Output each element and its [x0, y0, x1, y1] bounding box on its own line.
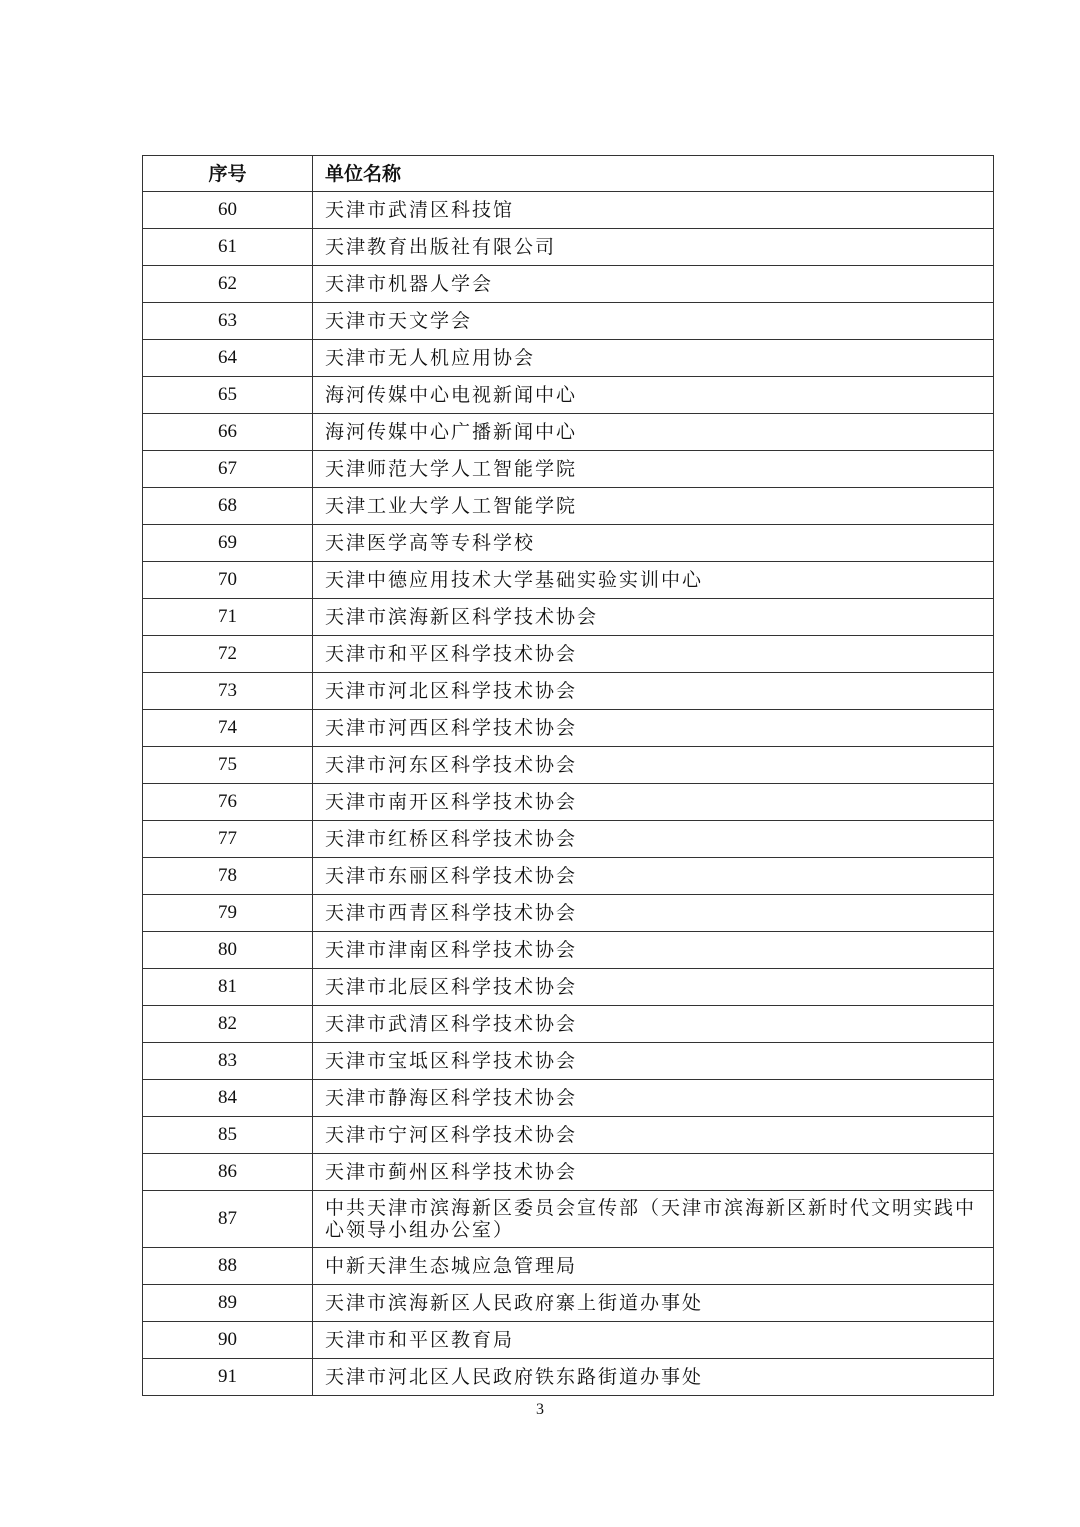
row-serial-number: 82: [143, 1006, 313, 1043]
table-row: [143, 1248, 994, 1285]
row-unit-name: 天津医学高等专科学校: [313, 525, 994, 562]
row-unit-name: 天津市滨海新区人民政府寨上街道办事处: [313, 1285, 994, 1322]
table-row: [143, 895, 994, 932]
table-row: [143, 1080, 994, 1117]
table-header-row: [143, 156, 994, 192]
table-row: [143, 599, 994, 636]
row-unit-name: 天津市蓟州区科学技术协会: [313, 1154, 994, 1191]
row-serial-number: 77: [143, 821, 313, 858]
row-serial-number: 61: [143, 229, 313, 266]
table-row: [143, 1322, 994, 1359]
table-row: [143, 1043, 994, 1080]
row-unit-name: 天津市河东区科学技术协会: [313, 747, 994, 784]
row-serial-number: 83: [143, 1043, 313, 1080]
row-serial-number: 64: [143, 340, 313, 377]
table-row: [143, 377, 994, 414]
row-unit-name: 天津市南开区科学技术协会: [313, 784, 994, 821]
row-serial-number: 91: [143, 1359, 313, 1396]
table-row: [143, 1285, 994, 1322]
row-unit-name: 天津市津南区科学技术协会: [313, 932, 994, 969]
row-unit-name: 天津市宁河区科学技术协会: [313, 1117, 994, 1154]
header-unit-name: 单位名称: [313, 156, 994, 192]
row-serial-number: 78: [143, 858, 313, 895]
row-unit-name: 中共天津市滨海新区委员会宣传部（天津市滨海新区新时代文明实践中心领导小组办公室）: [313, 1191, 994, 1248]
table-row: [143, 1006, 994, 1043]
row-serial-number: 89: [143, 1285, 313, 1322]
table-row: [143, 932, 994, 969]
row-serial-number: 80: [143, 932, 313, 969]
row-unit-name: 天津市河西区科学技术协会: [313, 710, 994, 747]
table-row: [143, 636, 994, 673]
row-serial-number: 76: [143, 784, 313, 821]
row-unit-name: 天津市河北区科学技术协会: [313, 673, 994, 710]
row-unit-name: 天津市宝坻区科学技术协会: [313, 1043, 994, 1080]
row-unit-name: 天津市红桥区科学技术协会: [313, 821, 994, 858]
row-unit-name: 天津市静海区科学技术协会: [313, 1080, 994, 1117]
row-unit-name: 天津工业大学人工智能学院: [313, 488, 994, 525]
row-serial-number: 67: [143, 451, 313, 488]
row-serial-number: 60: [143, 192, 313, 229]
table-row: [143, 969, 994, 1006]
row-serial-number: 70: [143, 562, 313, 599]
unit-list-table: [142, 155, 994, 1396]
row-unit-name: 中新天津生态城应急管理局: [313, 1248, 994, 1285]
row-serial-number: 81: [143, 969, 313, 1006]
row-serial-number: 73: [143, 673, 313, 710]
row-serial-number: 87: [143, 1191, 313, 1248]
table-row: [143, 747, 994, 784]
table-row: [143, 673, 994, 710]
row-unit-name: 海河传媒中心广播新闻中心: [313, 414, 994, 451]
table-row: [143, 192, 994, 229]
row-serial-number: 86: [143, 1154, 313, 1191]
row-serial-number: 84: [143, 1080, 313, 1117]
row-unit-name: 天津市武清区科学技术协会: [313, 1006, 994, 1043]
table-row: [143, 562, 994, 599]
table-row: [143, 821, 994, 858]
table-row: [143, 858, 994, 895]
row-unit-name: 天津市滨海新区科学技术协会: [313, 599, 994, 636]
row-unit-name: 天津市北辰区科学技术协会: [313, 969, 994, 1006]
row-serial-number: 71: [143, 599, 313, 636]
table-row: [143, 340, 994, 377]
table-row: [143, 525, 994, 562]
row-unit-name: 天津市天文学会: [313, 303, 994, 340]
table-row: [143, 1117, 994, 1154]
row-unit-name: 天津市和平区科学技术协会: [313, 636, 994, 673]
row-unit-name: 海河传媒中心电视新闻中心: [313, 377, 994, 414]
row-serial-number: 79: [143, 895, 313, 932]
row-serial-number: 63: [143, 303, 313, 340]
table-row: [143, 488, 994, 525]
table-row: [143, 1154, 994, 1191]
row-serial-number: 69: [143, 525, 313, 562]
row-unit-name: 天津市武清区科技馆: [313, 192, 994, 229]
row-unit-name: 天津中德应用技术大学基础实验实训中心: [313, 562, 994, 599]
row-serial-number: 68: [143, 488, 313, 525]
table-row: [143, 303, 994, 340]
row-serial-number: 75: [143, 747, 313, 784]
table-row: [143, 1191, 994, 1248]
row-serial-number: 66: [143, 414, 313, 451]
row-serial-number: 85: [143, 1117, 313, 1154]
row-serial-number: 88: [143, 1248, 313, 1285]
row-serial-number: 74: [143, 710, 313, 747]
table-row: [143, 784, 994, 821]
page-number: 3: [536, 1401, 544, 1418]
row-unit-name: 天津市东丽区科学技术协会: [313, 858, 994, 895]
table-row: [143, 229, 994, 266]
row-unit-name: 天津师范大学人工智能学院: [313, 451, 994, 488]
row-unit-name: 天津市和平区教育局: [313, 1322, 994, 1359]
table-row: [143, 266, 994, 303]
row-serial-number: 72: [143, 636, 313, 673]
row-unit-name: 天津市机器人学会: [313, 266, 994, 303]
table-row: [143, 414, 994, 451]
header-serial-number: 序号: [143, 156, 313, 192]
row-serial-number: 65: [143, 377, 313, 414]
row-unit-name: 天津教育出版社有限公司: [313, 229, 994, 266]
row-unit-name: 天津市河北区人民政府铁东路街道办事处: [313, 1359, 994, 1396]
table-row: [143, 451, 994, 488]
table-row: [143, 1359, 994, 1396]
row-unit-name: 天津市无人机应用协会: [313, 340, 994, 377]
row-unit-name: 天津市西青区科学技术协会: [313, 895, 994, 932]
row-serial-number: 90: [143, 1322, 313, 1359]
table-row: [143, 710, 994, 747]
row-serial-number: 62: [143, 266, 313, 303]
